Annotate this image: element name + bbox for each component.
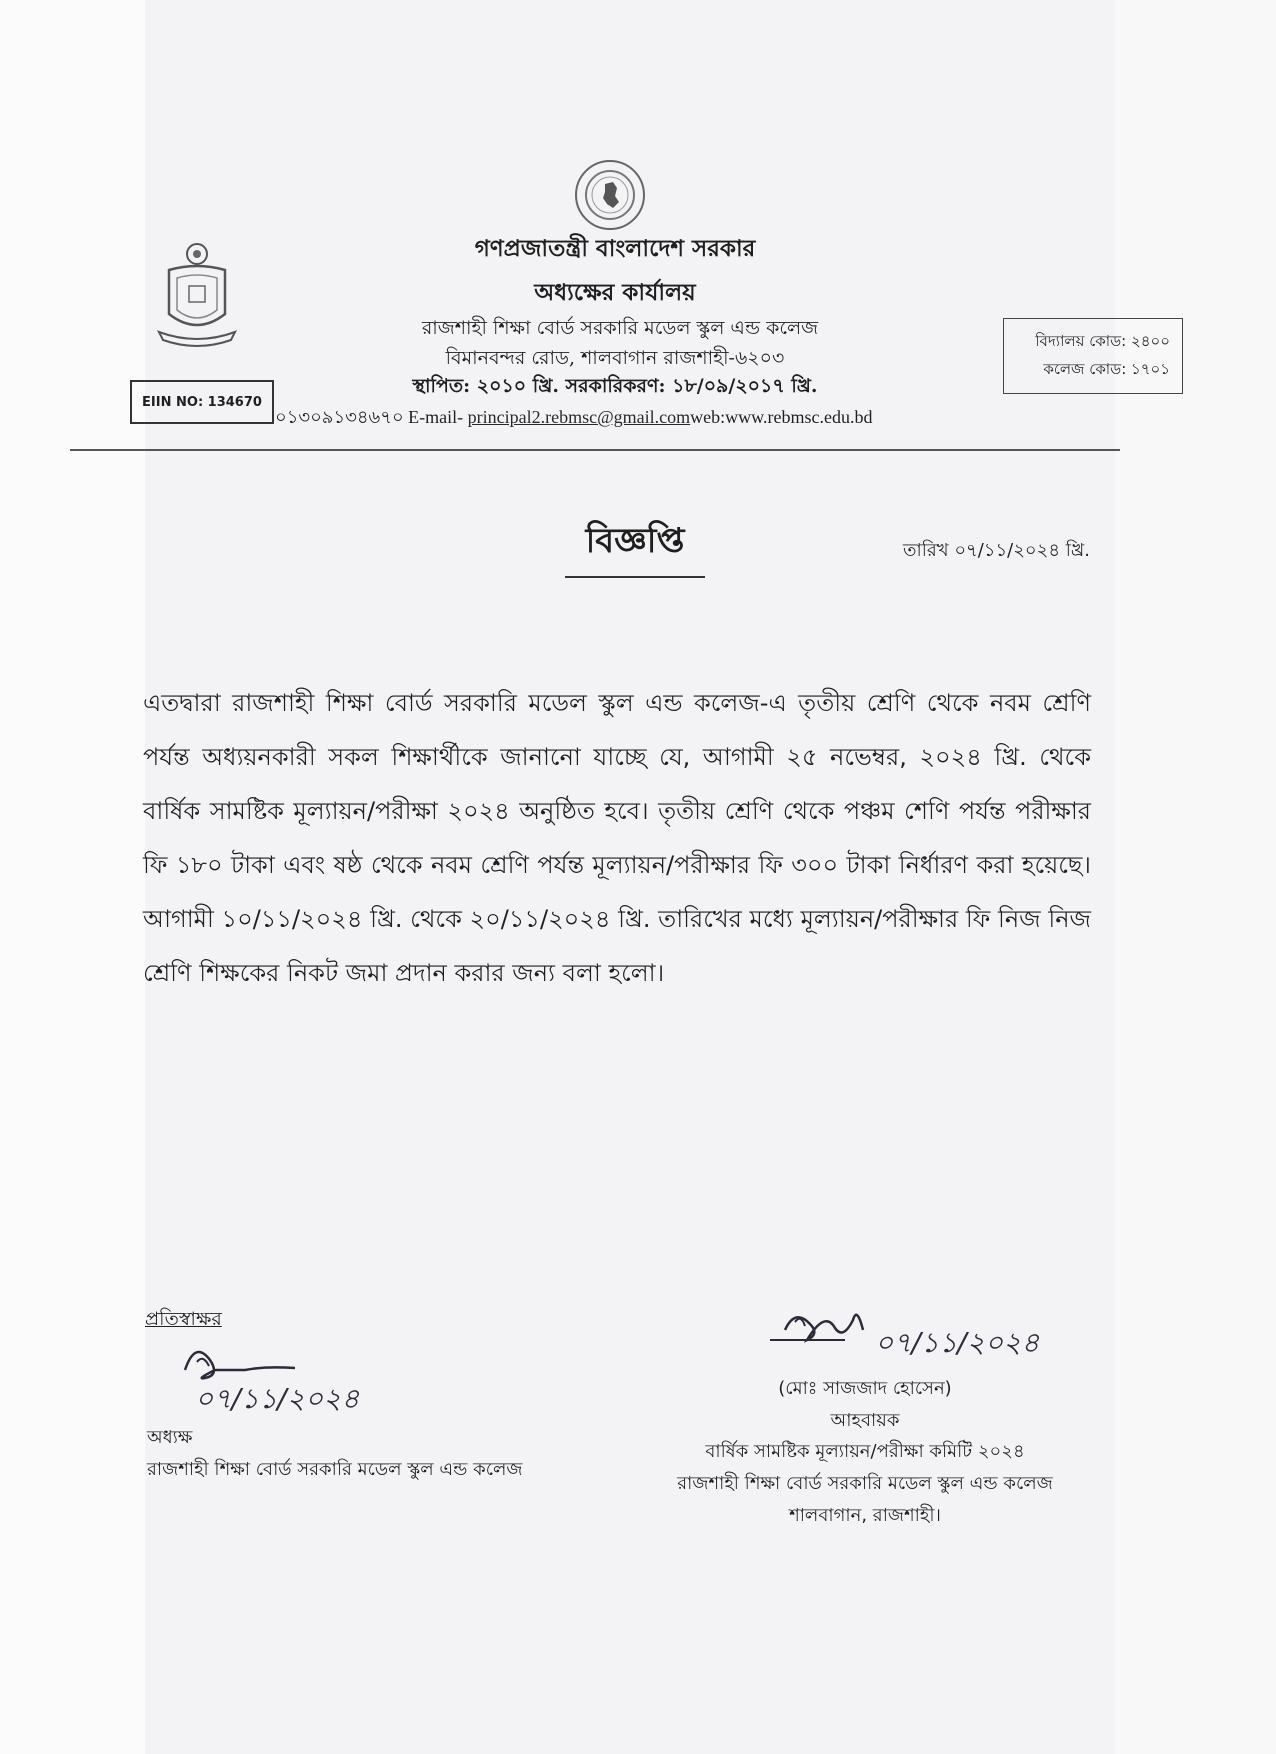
- government-name: গণপ্রজাতন্ত্রী বাংলাদেশ সরকার: [474, 236, 756, 262]
- bangladesh-emblem-icon: [575, 160, 645, 230]
- contact-line: [275, 403, 995, 434]
- convener-institution: রাজশাহী শিক্ষা বোর্ড সরকারি মডেল স্কুল এন্ড কলেজ: [677, 1473, 1053, 1494]
- institution-crest-icon: [155, 240, 240, 355]
- established-info: স্থাপিত: ২০১০ খ্রি. সরকারিকরণ: ১৮/০৯/২০১৭ খ্রি.: [412, 375, 818, 397]
- convener-name: (মোঃ সাজজাদ হোসেন): [778, 1378, 952, 1399]
- principal-institution: রাজশাহী শিক্ষা বোর্ড সরকারি মডেল স্কুল এন্ড কলেজ: [147, 1459, 523, 1480]
- eiin-box: [130, 380, 274, 424]
- scan-margin-right: [1115, 0, 1276, 1754]
- principal-designation: অধ্যক্ষ: [147, 1427, 193, 1448]
- school-code: বিদ্যালয় কোড: ২৪০০: [1035, 332, 1170, 350]
- institution-name: রাজশাহী শিক্ষা বোর্ড সরকারি মডেল স্কুল এন্ড কলেজ: [421, 317, 819, 339]
- convener-signature-date: ০৭/১১/২০২৪: [875, 1326, 1040, 1359]
- letterhead-divider: [70, 449, 1120, 451]
- scan-margin-left: [0, 0, 145, 1754]
- notice-title: বিজ্ঞপ্তি: [565, 515, 705, 578]
- institution-code-box: [1003, 318, 1183, 394]
- eiin-number: EIIN NO: 134670: [142, 394, 262, 410]
- institution-address: বিমানবন্দর রোড, শালবাগান রাজশাহী-৬২০৩: [445, 347, 785, 369]
- notice-date: তারিখ ০৭/১১/২০২৪ খ্রি.: [903, 540, 1090, 561]
- website-link[interactable]: web:www.rebmsc.edu.bd: [690, 407, 873, 427]
- email-link[interactable]: principal2.rebmsc@gmail.com: [467, 407, 691, 427]
- principal-signature-date: ০৭/১১/২০২৪: [195, 1382, 360, 1415]
- notice-body: এতদ্বারা রাজশাহী শিক্ষা বোর্ড সরকারি মডেল স্কুল এন্ড কলেজ-এ তৃতীয় শ্রেণি থেকে নবম শ্রেণি পর্যন্ত অধ্যয়নকারী সকল শিক্ষার্থীকে জানানো যাচ্ছে যে, আগামী ২৫ নভেম্বর, ২০২৪ খ্রি. থেকে বার্ষিক সামষ্টিক মূল্যায়ন/পরীক্ষা ২০২৪ অনুষ্ঠিত হবে। তৃতীয় শ্রেণি থেকে পঞ্চম শেণি পর্যন্ত পরীক্ষার ফি ১৮০ টাকা এবং ষষ্ঠ থেকে নবম শ্রেণি পর্যন্ত মূল্যায়ন/পরীক্ষার ফি ৩০০ টাকা নির্ধারণ করা হয়েছে। আগামী ১০/১১/২০২৪ খ্রি. থেকে ২০/১১/২০২৪ খ্রি. তারিখের মধ্যে মূল্যায়ন/পরীক্ষার ফি নিজ নিজ শ্রেণি শিক্ষকের নিকট জমা প্রদান করার জন্য বলা হলো।: [143, 689, 1091, 987]
- office-title: অধ্যক্ষের কার্যালয়: [534, 280, 696, 306]
- convener-signature: [765, 1300, 1045, 1380]
- college-code: কলেজ কোড: ১৭০১: [1043, 360, 1170, 378]
- convener-designation: আহবায়ক: [830, 1410, 900, 1431]
- convener-address: শালবাগান, রাজশাহী।: [789, 1505, 941, 1526]
- countersign-label: প্রতিস্বাক্ষর: [145, 1308, 222, 1330]
- phone-number: ০১৩০৯১৩৪৬৭০: [275, 407, 404, 427]
- email-label: E-mail-: [408, 407, 464, 427]
- principal-signature: [175, 1340, 395, 1420]
- committee-name: বার্ষিক সামষ্টিক মূল্যায়ন/পরীক্ষা কমিটি ২০২৪: [705, 1441, 1025, 1462]
